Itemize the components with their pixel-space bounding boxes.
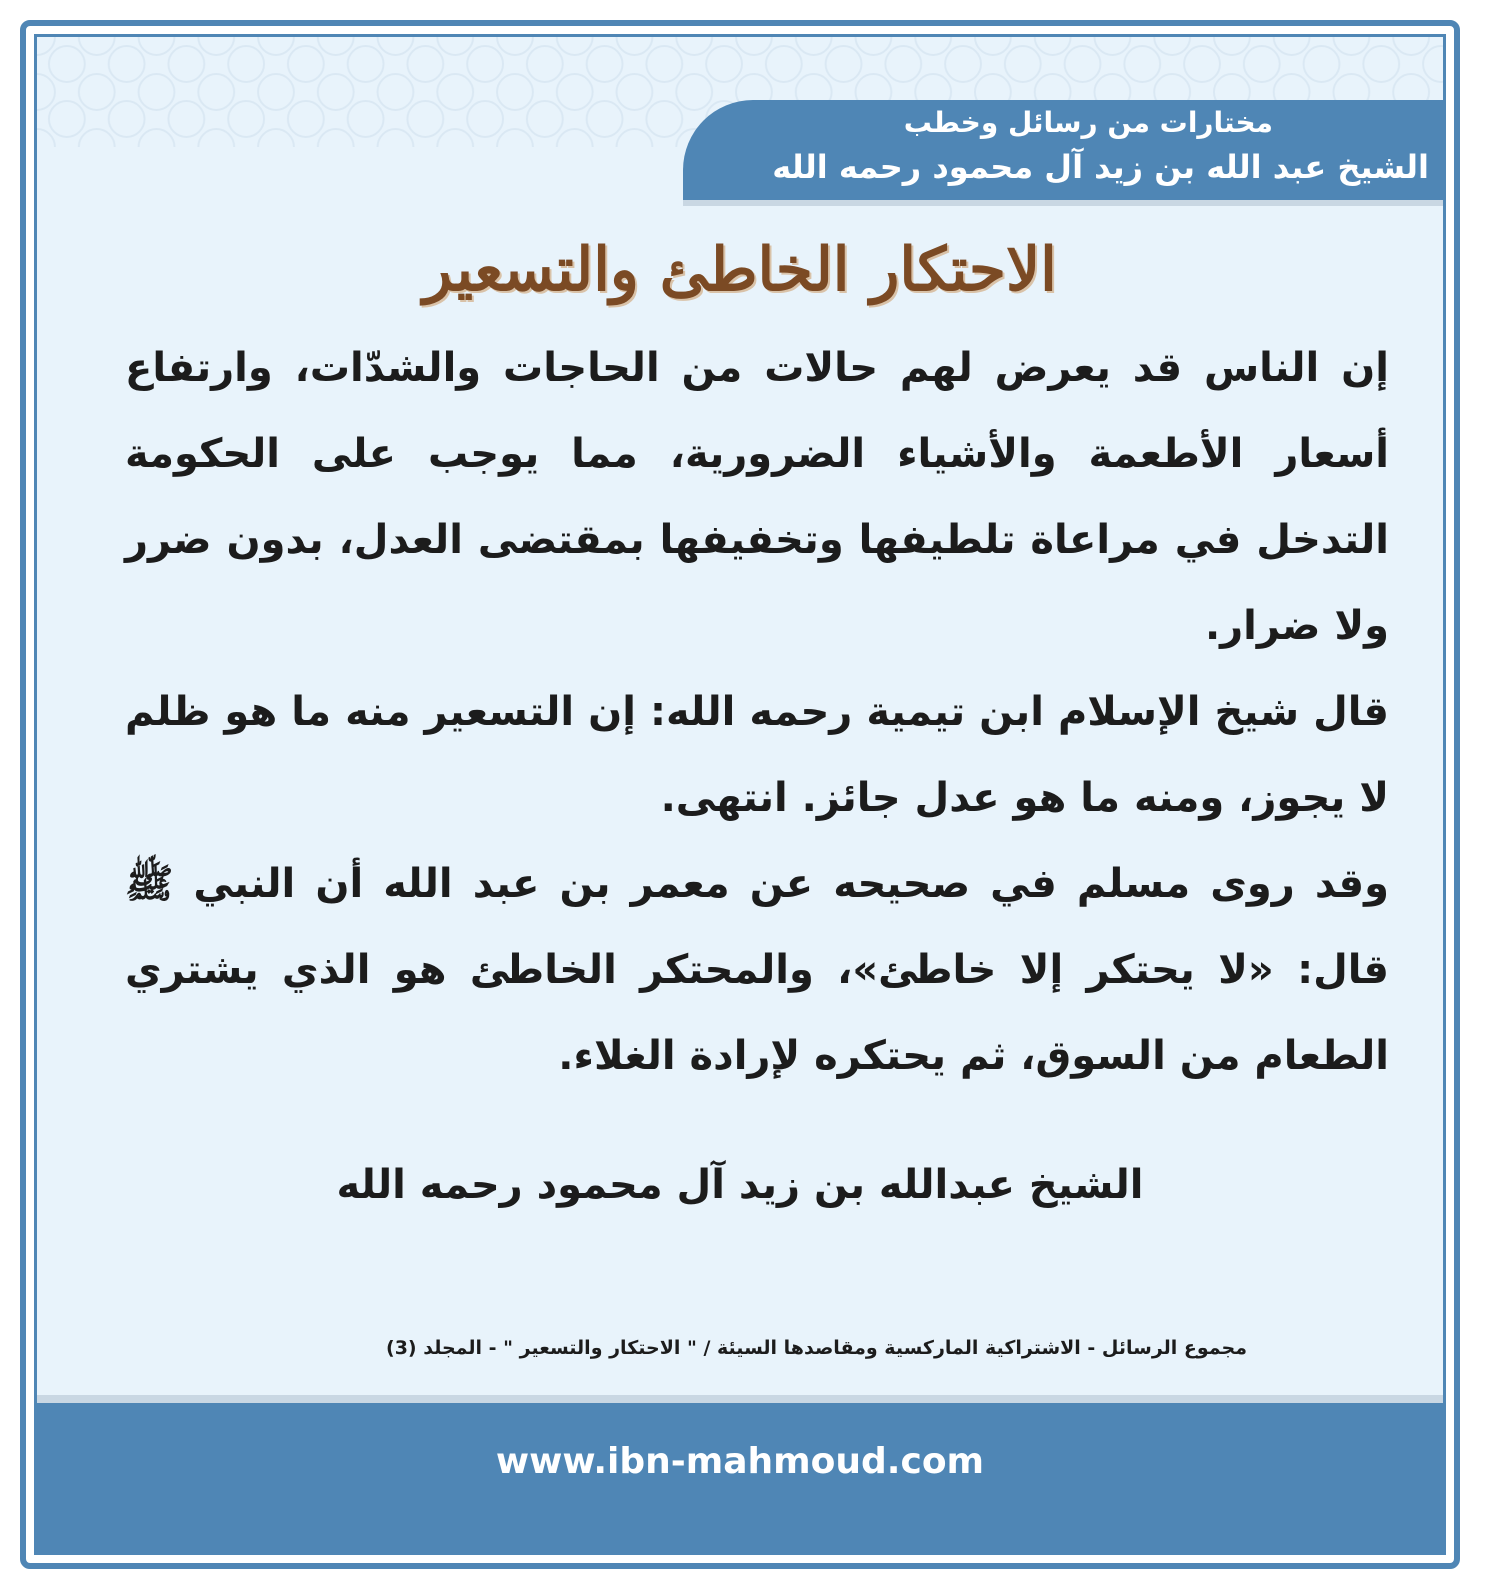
header-subtitle: مختارات من رسائل وخطب	[903, 106, 1273, 139]
paragraph-1: إن الناس قد يعرض لهم حالات من الحاجات والشدّات، وارتفاع أسعار الأطعمة والأشياء الضرورية، مما يوجب على الحكومة التدخل في مراعاة تلطيفها وتخفيفها بمقتضى العدل، بدون ضرر ولا ضرار.	[125, 345, 1389, 649]
article-body	[125, 325, 1389, 1099]
paragraph-3: وقد روى مسلم في صحيحه عن معمر بن عبد الله أن النبي ﷺ قال: «لا يحتكر إلا خاطئ»، والمحتكر الخاطئ هو الذي يشتري الطعام من السوق، ثم يحتكره لإرادة الغلاء.	[125, 861, 1389, 1079]
footer-bar	[37, 1403, 1443, 1555]
signature: الشيخ عبدالله بن زيد آل محمود رحمه الله	[336, 1162, 1144, 1208]
page-title: الاحتكار الخاطئ والتسعير	[423, 235, 1057, 305]
source-citation: مجموع الرسائل - الاشتراكية الماركسية ومقاصدها السيئة / " الاحتكار والتسعير " - المجلد (3)	[386, 1337, 1247, 1359]
header-author: الشيخ عبد الله بن زيد آل محمود رحمه الله	[772, 148, 1429, 186]
header-banner	[683, 100, 1443, 200]
website-link[interactable]: www.ibn-mahmoud.com	[495, 1441, 985, 1482]
paragraph-2: قال شيخ الإسلام ابن تيمية رحمه الله: إن التسعير منه ما هو ظلم لا يجوز، ومنه ما هو عدل جائز. انتهى.	[125, 689, 1389, 821]
footer-divider	[37, 1395, 1443, 1403]
card	[34, 34, 1446, 1555]
